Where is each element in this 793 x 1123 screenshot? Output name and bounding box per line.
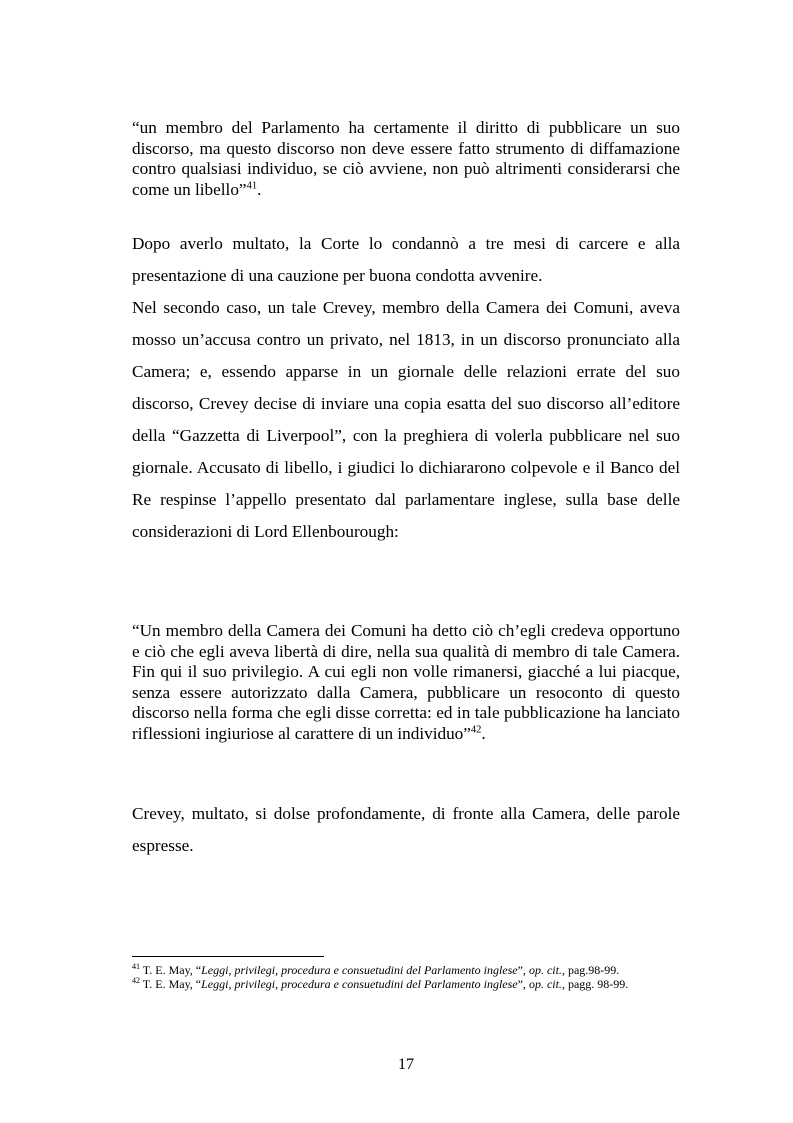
footnote-author: T. E. May, “ xyxy=(142,963,202,977)
footnote-41 xyxy=(132,963,680,977)
paragraph-3: Crevey, multato, si dolse profondamente, di fronte alla Camera, delle parole espresse. xyxy=(132,804,680,855)
footnote-ref-42[interactable]: 42 xyxy=(470,723,482,735)
footnote-42 xyxy=(132,977,680,991)
quote-1-end: . xyxy=(257,179,262,199)
document-page xyxy=(132,0,680,1123)
footnote-pages: , pag.98-99. xyxy=(561,963,620,977)
footnote-author: T. E. May, “ xyxy=(142,977,202,991)
footnote-title: Leggi, privilegi, procedura e consuetudini del Parlamento inglese xyxy=(201,963,518,977)
quote-1-text: “un membro del Parlamento ha certamente il diritto di pubblicare un suo discorso, ma questo discorso non deve essere fatto strumento di diffamazione contro qualsiasi individuo, se ciò avviene, non può altrimenti considerarsi che come un libello” xyxy=(132,118,680,199)
footnote-separator xyxy=(132,956,324,957)
page-number: 17 xyxy=(398,1056,414,1073)
footnotes xyxy=(132,963,680,991)
paragraph-1: Dopo averlo multato, la Corte lo condannò a tre mesi di carcere e alla presentazione di una cauzione per buona condotta avvenire. xyxy=(132,234,680,285)
footnote-pages: , pagg. 98-99. xyxy=(561,977,629,991)
quote-block-2 xyxy=(132,621,680,744)
quote-2-end: . xyxy=(481,723,486,743)
paragraph-2: Nel secondo caso, un tale Crevey, membro della Camera dei Comuni, aveva mosso un’accusa contro un privato, nel 1813, in un discorso pronunciato alla Camera; e, essendo apparse in un giornale delle relazioni errate del suo discorso, Crevey decise di inviare una copia esatta del suo discorso all’editore della “Gazzetta di Liverpool”, con la preghiera di volerla pubblicare nel suo giornale. Accusato di libello, i giudici lo dichiararono colpevole e il Banco del Re respinse l’appello presentato dal parlamentare inglese, sulla base delle considerazioni di Lord Ellenbourough: xyxy=(132,298,680,541)
footnote-title: Leggi, privilegi, procedura e consuetudini del Parlamento inglese xyxy=(201,977,518,991)
footnote-sep: ”, xyxy=(517,963,529,977)
footnote-ref-41[interactable]: 41 xyxy=(246,179,258,191)
footnote-op-cit: op. cit. xyxy=(528,977,562,991)
footnote-number: 42 xyxy=(132,976,140,985)
footnote-number: 41 xyxy=(132,962,140,971)
quote-block-1 xyxy=(132,118,680,200)
footnote-op-cit: op. cit. xyxy=(528,963,562,977)
quote-2-text: “Un membro della Camera dei Comuni ha detto ciò ch’egli credeva opportuno e ciò che egli aveva libertà di dire, nella sua qualità di membro di tale Camera. Fin qui il suo privilegio. A cui egli non volle rimanersi, giacché a lui piacque, senza essere autorizzato dalla Camera, pubblicare un resoconto di questo discorso nella forma che egli disse corretta: ed in tale pubblicazione ha lanciato riflessioni ingiuriose al carattere di un individuo” xyxy=(132,621,680,743)
footnote-sep: ”, xyxy=(517,977,529,991)
